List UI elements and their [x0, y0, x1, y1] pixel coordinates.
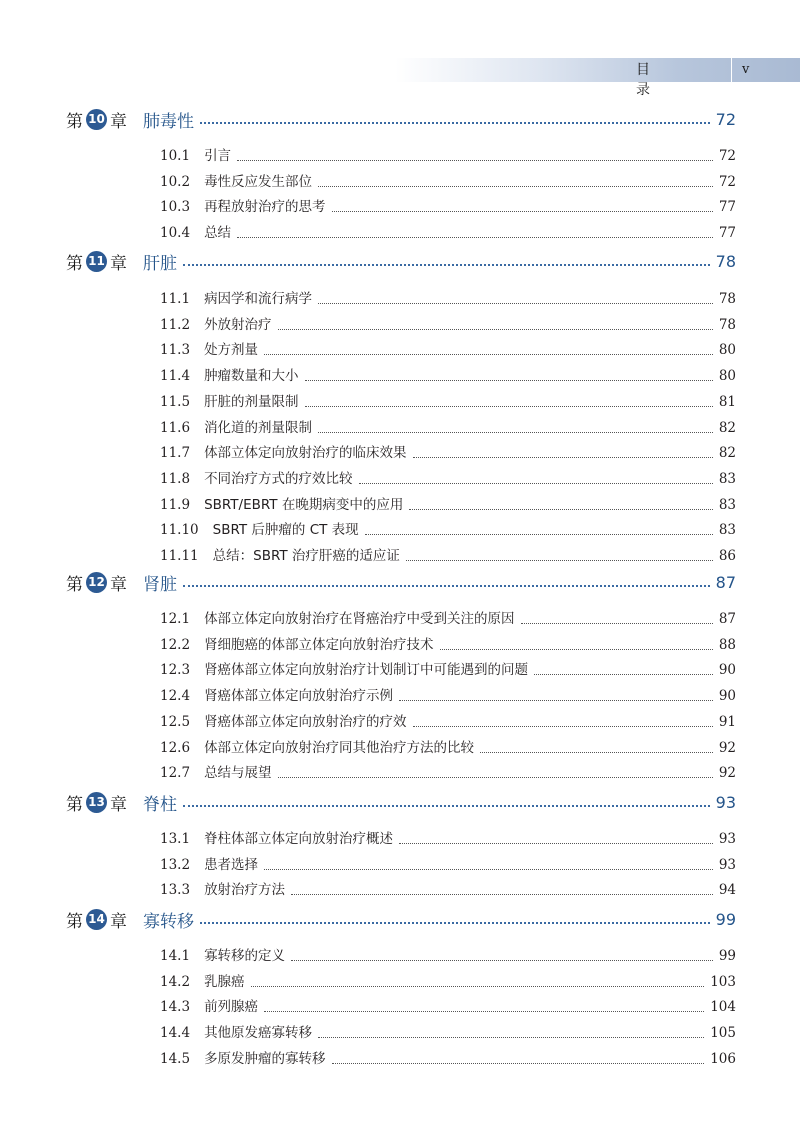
section-page-number: 72	[718, 173, 736, 190]
section-entry[interactable]	[160, 418, 736, 438]
section-entry[interactable]	[160, 289, 736, 309]
section-page-number: 106	[710, 1050, 736, 1067]
section-page-number: 105	[710, 1025, 736, 1042]
section-title: 乳腺癌	[204, 973, 245, 990]
section-number: 10.1	[160, 148, 191, 164]
chapter-prefix: 第	[66, 794, 83, 815]
dot-leader	[332, 1062, 705, 1064]
section-page-number: 77	[718, 199, 736, 216]
section-page-number: 77	[718, 225, 736, 242]
section-number: 11.1	[160, 291, 191, 307]
chapter-prefix: 第	[66, 111, 83, 132]
section-title: 放射治疗方法	[204, 882, 286, 899]
dot-leader	[318, 302, 713, 304]
section-title: 肾癌体部立体定向放射治疗计划制订中可能遇到的问题	[204, 662, 529, 679]
dot-leader	[278, 776, 713, 778]
section-entry[interactable]	[160, 366, 736, 386]
chapter-prefix: 第	[66, 253, 83, 274]
section-title: 肝脏的剂量限制	[204, 393, 299, 410]
chapter-page-number: 78	[715, 251, 736, 271]
section-entry[interactable]	[160, 763, 736, 783]
section-number: 12.2	[160, 636, 191, 653]
section-entry[interactable]	[160, 855, 736, 875]
section-number: 11.4	[160, 368, 191, 385]
chapter-page-number: 93	[715, 792, 736, 812]
section-number: 11.2	[160, 316, 191, 333]
section-entry[interactable]	[160, 829, 736, 849]
dot-leader	[305, 405, 713, 407]
section-number: 14.4	[160, 1025, 191, 1042]
section-number: 11.10	[160, 522, 199, 539]
section-number: 11.5	[160, 393, 191, 410]
chapter-entry[interactable]	[66, 570, 736, 594]
dot-leader	[521, 622, 713, 624]
section-entry[interactable]	[160, 997, 736, 1017]
section-title: 肾癌体部立体定向放射治疗示例	[204, 688, 394, 705]
chapter-entry[interactable]	[66, 249, 736, 273]
section-page-number: 78	[718, 316, 736, 333]
section-entry[interactable]	[160, 443, 736, 463]
section-number: 12.6	[160, 739, 191, 756]
header-divider	[731, 58, 732, 82]
section-number: 10.2	[160, 173, 191, 190]
chapter-title: 肺毒性	[143, 111, 194, 132]
section-page-number: 87	[718, 611, 736, 627]
section-number: 12.3	[160, 662, 191, 679]
section-title: 肿瘤数量和大小	[204, 368, 299, 385]
chapter-title: 脊柱	[143, 794, 177, 815]
section-title: 体部立体定向放射治疗同其他治疗方法的比较	[204, 739, 475, 756]
section-page-number: 72	[718, 148, 736, 164]
chapter-page-number: 99	[715, 909, 736, 929]
section-title: 毒性反应发生部位	[204, 173, 313, 190]
section-entry[interactable]	[160, 660, 736, 680]
section-entry[interactable]	[160, 546, 736, 566]
section-title: 患者选择	[204, 856, 259, 873]
section-page-number: 104	[710, 999, 736, 1016]
chapter-number-badge: 14	[86, 909, 107, 930]
chapter-number-badge: 13	[86, 792, 107, 813]
section-title: 肾癌体部立体定向放射治疗的疗效	[204, 713, 407, 730]
dot-leader	[305, 379, 713, 381]
section-entry[interactable]	[160, 469, 736, 489]
section-number: 10.4	[160, 225, 191, 242]
section-page-number: 92	[718, 739, 736, 756]
chapter-suffix: 章	[110, 911, 127, 932]
section-title: SBRT/EBRT 在晚期病变中的应用	[204, 496, 404, 513]
section-page-number: 99	[718, 948, 736, 964]
section-number: 14.5	[160, 1050, 191, 1067]
section-entry[interactable]	[160, 686, 736, 706]
section-number: 11.9	[160, 496, 191, 513]
header-band	[395, 58, 800, 98]
section-entry[interactable]	[160, 609, 736, 629]
section-title: 引言	[204, 148, 232, 164]
section-title: SBRT 后肿瘤的 CT 表现	[212, 522, 359, 539]
chapter-suffix: 章	[110, 574, 127, 595]
section-number: 14.1	[160, 948, 191, 964]
section-page-number: 80	[718, 342, 736, 359]
dot-leader	[291, 893, 713, 895]
section-page-number: 82	[718, 419, 736, 436]
section-entry[interactable]	[160, 1023, 736, 1043]
chapter-prefix: 第	[66, 911, 83, 932]
section-entry[interactable]	[160, 197, 736, 217]
chapter-number-badge: 12	[86, 572, 107, 593]
chapter-entry[interactable]	[66, 790, 736, 814]
section-title: 处方剂量	[204, 342, 259, 359]
section-title: 体部立体定向放射治疗在肾癌治疗中受到关注的原因	[204, 611, 515, 627]
section-title: 病因学和流行病学	[204, 291, 313, 307]
chapter-suffix: 章	[110, 253, 127, 274]
dot-leader	[251, 985, 705, 987]
dot-leader	[534, 673, 713, 675]
section-title: 外放射治疗	[204, 316, 272, 333]
dot-leader	[440, 648, 713, 650]
section-entry[interactable]	[160, 880, 736, 900]
chapter-title: 肝脏	[143, 253, 177, 274]
section-page-number: 90	[718, 688, 736, 705]
chapter-number-badge: 11	[86, 251, 107, 272]
dot-leader	[264, 353, 713, 355]
dot-leader	[480, 751, 713, 753]
section-title: 体部立体定向放射治疗的临床效果	[204, 445, 407, 462]
section-entry[interactable]	[160, 972, 736, 992]
section-number: 12.5	[160, 713, 191, 730]
section-page-number: 93	[718, 831, 736, 847]
section-title: 前列腺癌	[204, 999, 259, 1016]
dot-leader	[406, 559, 713, 561]
dot-leader	[237, 159, 713, 161]
section-page-number: 90	[718, 662, 736, 679]
section-page-number: 91	[718, 713, 736, 730]
section-number: 12.1	[160, 611, 191, 627]
section-entry[interactable]	[160, 520, 736, 540]
section-page-number: 83	[718, 522, 736, 539]
dot-leader	[183, 804, 710, 807]
section-page-number: 103	[710, 973, 736, 990]
section-title: 不同治疗方式的疗效比较	[204, 470, 353, 487]
chapter-number-badge: 10	[86, 109, 107, 130]
section-page-number: 83	[718, 470, 736, 487]
section-title: 多原发肿瘤的寡转移	[204, 1050, 326, 1067]
section-page-number: 86	[718, 548, 736, 564]
chapter-prefix: 第	[66, 574, 83, 595]
section-page-number: 80	[718, 368, 736, 385]
section-entry[interactable]	[160, 146, 736, 166]
section-entry[interactable]	[160, 223, 736, 243]
section-entry[interactable]	[160, 172, 736, 192]
section-page-number: 88	[718, 636, 736, 653]
section-title: 总结：SBRT 治疗肝癌的适应证	[212, 548, 400, 564]
dot-leader	[200, 921, 710, 924]
dot-leader	[365, 533, 713, 535]
section-number: 13.1	[160, 831, 191, 847]
dot-leader	[318, 1036, 704, 1038]
section-page-number: 78	[718, 291, 736, 307]
chapter-page-number: 87	[715, 572, 736, 592]
section-title: 脊柱体部立体定向放射治疗概述	[204, 831, 394, 847]
section-number: 12.4	[160, 688, 191, 705]
dot-leader	[183, 584, 710, 587]
section-number: 11.8	[160, 470, 191, 487]
dot-leader	[413, 456, 713, 458]
dot-leader	[318, 431, 713, 433]
section-page-number: 82	[718, 445, 736, 462]
section-title: 总结与展望	[204, 765, 272, 782]
chapter-suffix: 章	[110, 111, 127, 132]
dot-leader	[399, 699, 713, 701]
section-number: 11.7	[160, 445, 191, 462]
dot-leader	[200, 121, 710, 124]
section-number: 14.3	[160, 999, 191, 1016]
section-page-number: 92	[718, 765, 736, 782]
section-page-number: 81	[718, 393, 736, 410]
section-entry[interactable]	[160, 1049, 736, 1069]
section-number: 10.3	[160, 199, 191, 216]
dot-leader	[399, 842, 713, 844]
section-number: 12.7	[160, 765, 191, 782]
section-number: 11.3	[160, 342, 191, 359]
section-entry[interactable]	[160, 392, 736, 412]
section-title: 寡转移的定义	[204, 948, 286, 964]
dot-leader	[264, 868, 713, 870]
header-page-number: v	[742, 62, 750, 77]
chapter-suffix: 章	[110, 794, 127, 815]
dot-leader	[183, 263, 710, 266]
dot-leader	[237, 236, 713, 238]
dot-leader	[291, 959, 713, 961]
section-page-number: 94	[718, 882, 736, 899]
chapter-entry[interactable]	[66, 107, 736, 131]
section-title: 肾细胞癌的体部立体定向放射治疗技术	[204, 636, 434, 653]
dot-leader	[409, 508, 713, 510]
chapter-entry[interactable]	[66, 907, 736, 931]
chapter-title: 肾脏	[143, 574, 177, 595]
chapter-title: 寡转移	[143, 911, 194, 932]
header-title: 目 录	[636, 62, 674, 98]
section-title: 消化道的剂量限制	[204, 419, 313, 436]
section-entry[interactable]	[160, 315, 736, 335]
chapter-page-number: 72	[715, 109, 736, 129]
section-number: 11.6	[160, 419, 191, 436]
section-entry[interactable]	[160, 946, 736, 966]
section-title: 其他原发癌寡转移	[204, 1025, 313, 1042]
section-title: 总结	[204, 225, 232, 242]
section-number: 13.2	[160, 856, 191, 873]
section-entry[interactable]	[160, 738, 736, 758]
section-page-number: 83	[718, 496, 736, 513]
section-number: 14.2	[160, 973, 191, 990]
section-title: 再程放射治疗的思考	[204, 199, 326, 216]
section-entry[interactable]	[160, 635, 736, 655]
section-number: 13.3	[160, 882, 191, 899]
section-entry[interactable]	[160, 495, 736, 515]
section-entry[interactable]	[160, 340, 736, 360]
dot-leader	[359, 482, 713, 484]
section-number: 11.11	[160, 548, 199, 564]
dot-leader	[332, 210, 713, 212]
dot-leader	[318, 185, 713, 187]
section-page-number: 93	[718, 856, 736, 873]
dot-leader	[264, 1010, 704, 1012]
dot-leader	[413, 725, 713, 727]
dot-leader	[278, 328, 713, 330]
section-entry[interactable]	[160, 712, 736, 732]
